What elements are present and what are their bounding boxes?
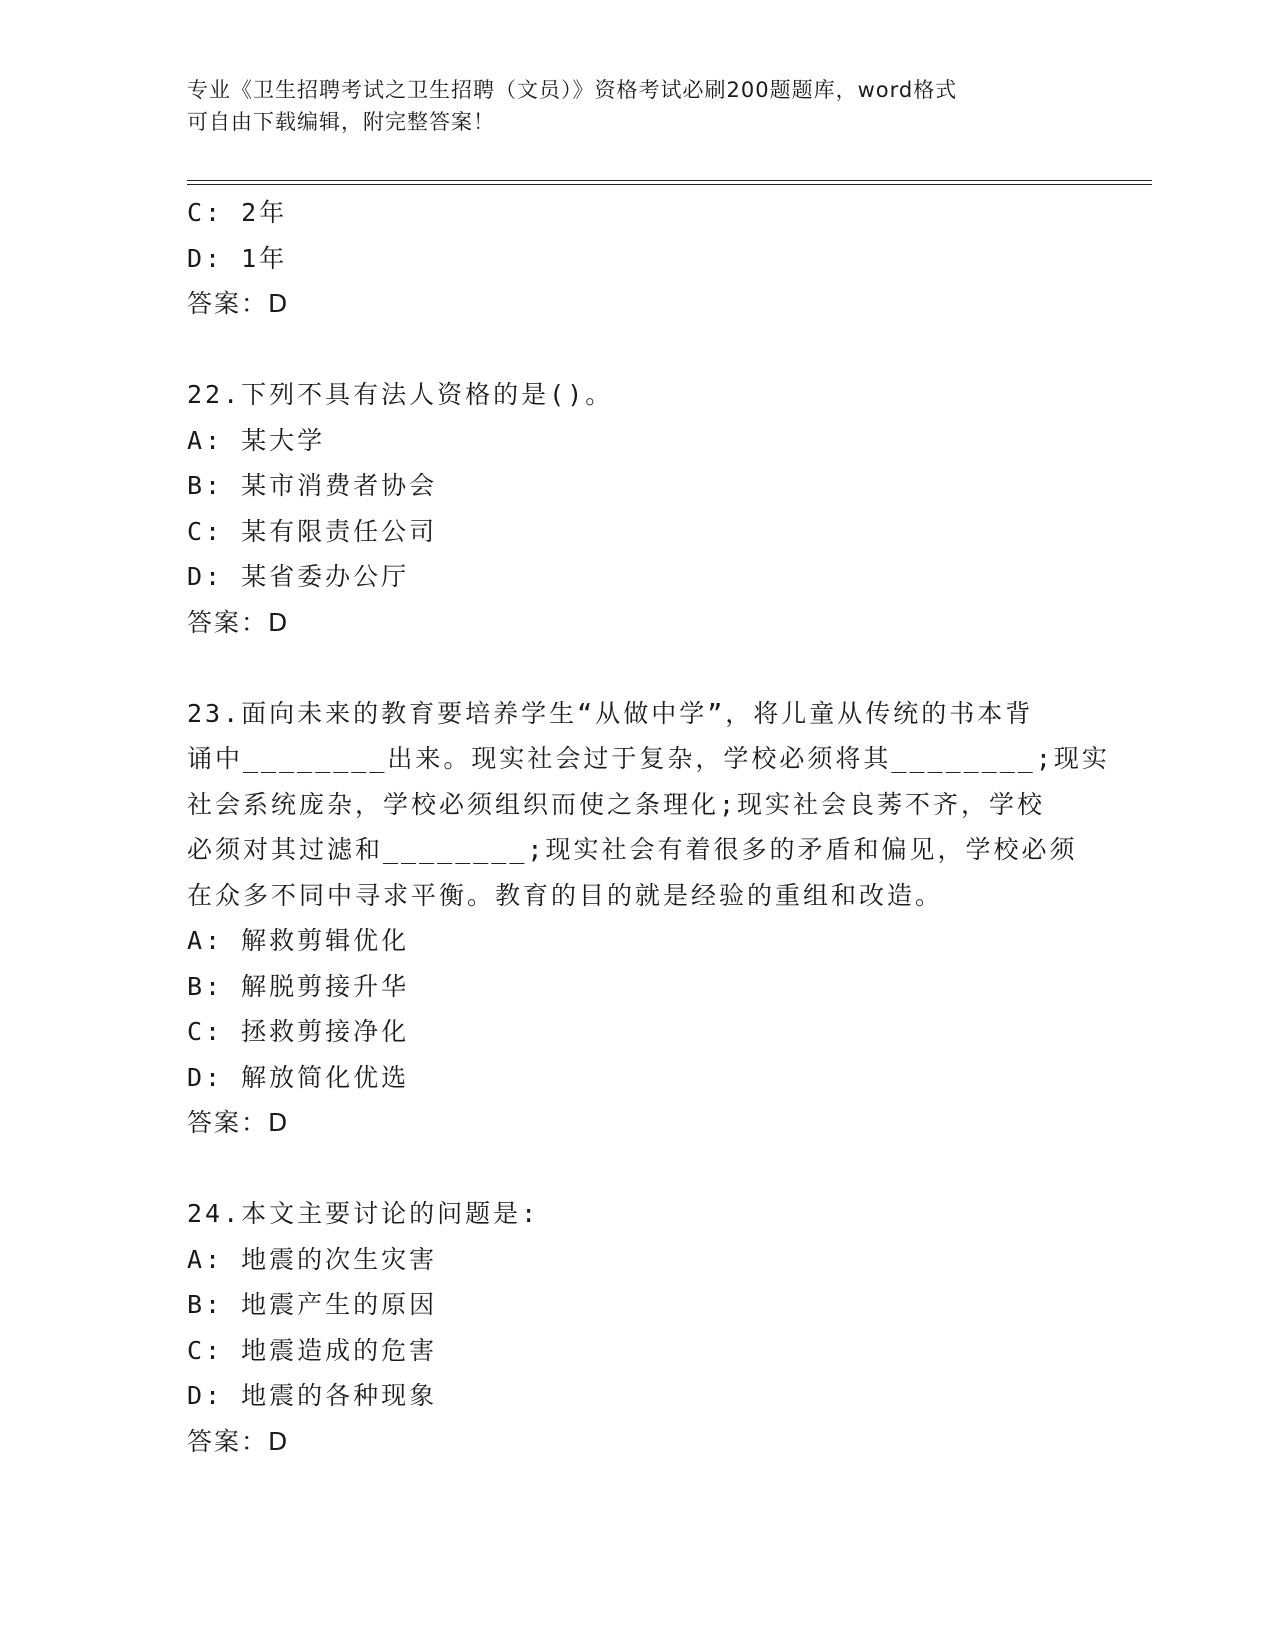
option-d: D: 地震的各种现象 xyxy=(187,1381,438,1410)
option-d: D: 解放简化优选 xyxy=(187,1062,410,1092)
answer-line: 答案：D xyxy=(187,1108,290,1137)
option-b: B: 地震产生的原因 xyxy=(187,1290,438,1319)
question-content xyxy=(187,190,1110,1464)
page-header xyxy=(187,74,1067,138)
header-rule-top xyxy=(187,180,1152,181)
question-stem-line: 23.面向未来的教育要培养学生“从做中学”，将儿童从传统的书本背 xyxy=(187,698,1034,728)
option-c: C: 某有限责任公司 xyxy=(187,516,438,546)
option-b: B: 某市消费者协会 xyxy=(187,471,438,500)
question-stem: 22.下列不具有法人资格的是()。 xyxy=(187,380,614,409)
option-d: D: 1年 xyxy=(187,243,288,273)
answer-line: 答案：D xyxy=(187,1426,290,1456)
answer-line: 答案：D xyxy=(187,607,290,637)
option-c: C: 拯救剪接净化 xyxy=(187,1017,410,1046)
option-c: C: 2年 xyxy=(187,198,288,227)
option-a: A: 解救剪辑优化 xyxy=(187,926,410,955)
option-d: D: 某省委办公厅 xyxy=(187,562,410,591)
header-rule-bottom xyxy=(187,184,1152,185)
answer-line: 答案：D xyxy=(187,289,290,318)
option-b: B: 解脱剪接升华 xyxy=(187,971,410,1001)
question-stem: 24.本文主要讨论的问题是: xyxy=(187,1199,540,1228)
question-stem-line: 必须对其过滤和________;现实社会有着很多的矛盾和偏见，学校必须 xyxy=(187,835,1078,864)
option-a: A: 地震的次生灾害 xyxy=(187,1244,438,1274)
option-a: A: 某大学 xyxy=(187,425,326,455)
question-stem-line: 在众多不同中寻求平衡。教育的目的就是经验的重组和改造。 xyxy=(187,880,944,910)
header-line-1: 专业《卫生招聘考试之卫生招聘（文员）》资格考试必刷200题题库，word格式 xyxy=(187,78,958,102)
question-stem-line: 社会系统庞杂，学校必须组织而使之条理化;现实社会良莠不齐，学校 xyxy=(187,789,1046,819)
option-c: C: 地震造成的危害 xyxy=(187,1335,438,1365)
header-line-2: 可自由下载编辑，附完整答案！ xyxy=(187,110,495,134)
question-stem-line: 诵中________出来。现实社会过于复杂，学校必须将其________;现实 xyxy=(187,744,1110,773)
